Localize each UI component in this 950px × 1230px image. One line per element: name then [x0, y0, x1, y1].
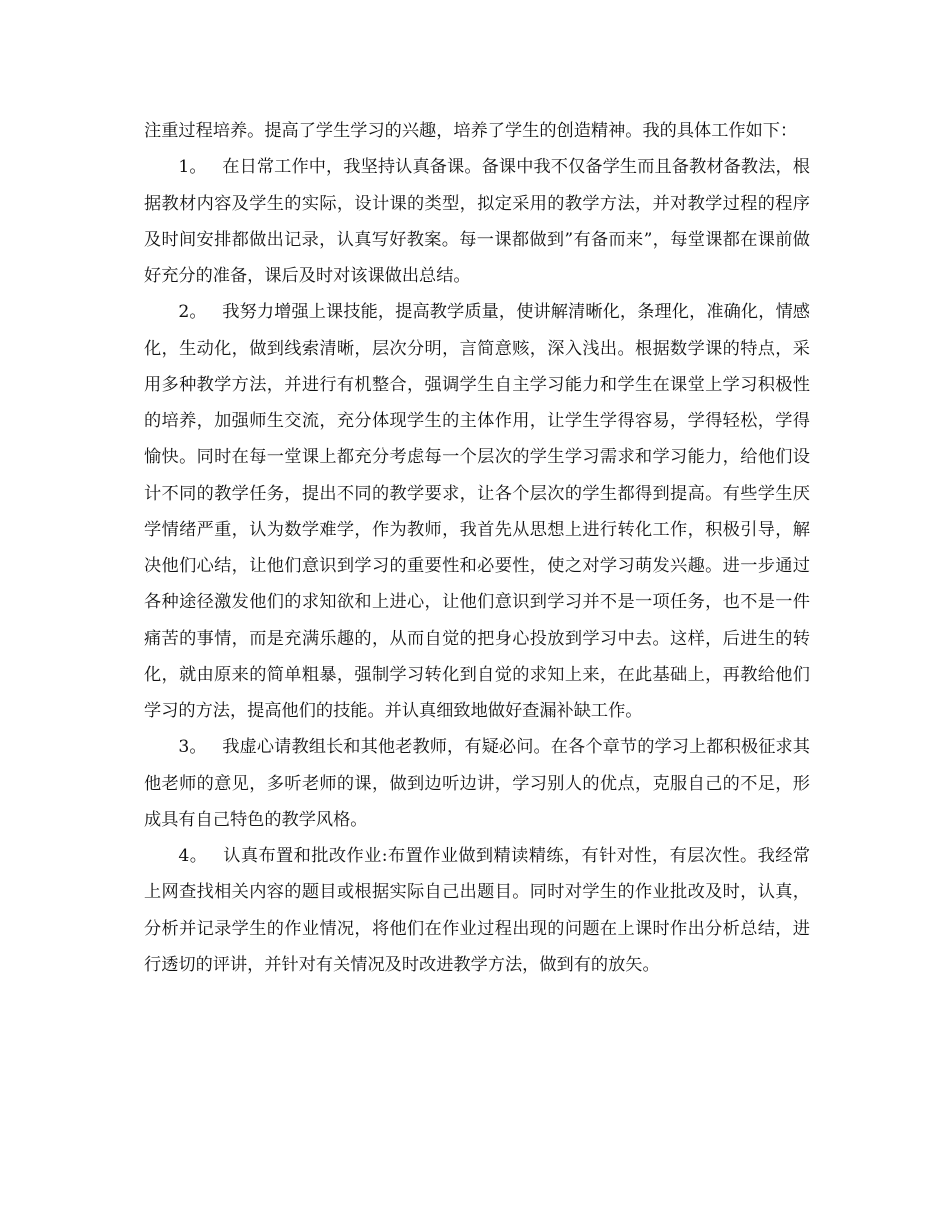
item-text: 认真布置和批改作业:布置作业做到精读精练，有针对性，有层次性。我经常上网查找相关内容的题目或根据实际自己出题目。同时对学生的作业批改及时，认真，分析并记录学生的作业情况，将他们在作业过程出现的问题在上课时作出分析总结，进行透切的评讲，并针对有关情况及时改进教学方法，做到有的放矢。 — [144, 846, 811, 975]
document-body — [144, 113, 810, 983]
intro-paragraph: 注重过程培养。提高了学生学习的兴趣，培养了学生的创造精神。我的具体工作如下： — [144, 121, 798, 141]
item-text: 我虚心请教组长和其他老教师，有疑必问。在各个章节的学习上都积极征求其他老师的意见，多听老师的课，做到边听边讲，学习别人的优点，克服自己的不足，形成具有自己特色的教学风格。 — [144, 737, 810, 830]
list-item-3 — [144, 729, 810, 838]
item-number: 1。 — [178, 157, 207, 178]
item-text: 我努力增强上课技能，提高教学质量，使讲解清晰化，条理化，准确化，情感化，生动化，做到线索清晰，层次分明，言简意赅，深入浅出。根据数学课的特点，采用多种教学方法，并进行有机整合，强调学生自主学习能力和学生在课堂上学习积极性的培养，加强师生交流，充分体现学生的主体作用，让学生学得容易，学得轻松，学得愉快。同时在每一堂课上都充分考虑每一个层次的学生学习需求和学习能力，给他们设计不同的教学任务，提出不同的教学要求，让各个层次的学生都得到提高。有些学生厌学情绪严重，认为数学难学，作为教师，我首先从思想上进行转化工作，积极引导，解决他们心结，让他们意识到学习的重要性和必要性，使之对学习萌发兴趣。进一步通过各种途径激发他们的求知欲和上进心，让他们意识到学习并不是一项任务，也不是一件痛苦的事情，而是充满乐趣的，从而自觉的把身心投放到学习中去。这样，后进生的转化，就由原来的简单粗暴，强制学习转化到自觉的求知上来，在此基础上，再教给他们学习的方法，提高他们的技能。并认真细致地做好查漏补缺工作。 — [144, 302, 810, 721]
list-item-4 — [144, 838, 810, 983]
list-item-2 — [144, 294, 810, 729]
item-number: 4。 — [178, 846, 208, 866]
item-text: 在日常工作中，我坚持认真备课。备课中我不仅备学生而且备教材备教法，根据教材内容及学生的实际，设计课的类型，拟定采用的教学方法，并对教学过程的程序及时间安排都做出记录，认真写好教案。每一课都做到”有备而来”，每堂课都在课前做好充分的准备，课后及时对该课做出总结。 — [144, 157, 810, 286]
list-item-1 — [144, 149, 810, 294]
item-number: 3。 — [178, 737, 207, 758]
item-number: 2。 — [178, 302, 207, 323]
